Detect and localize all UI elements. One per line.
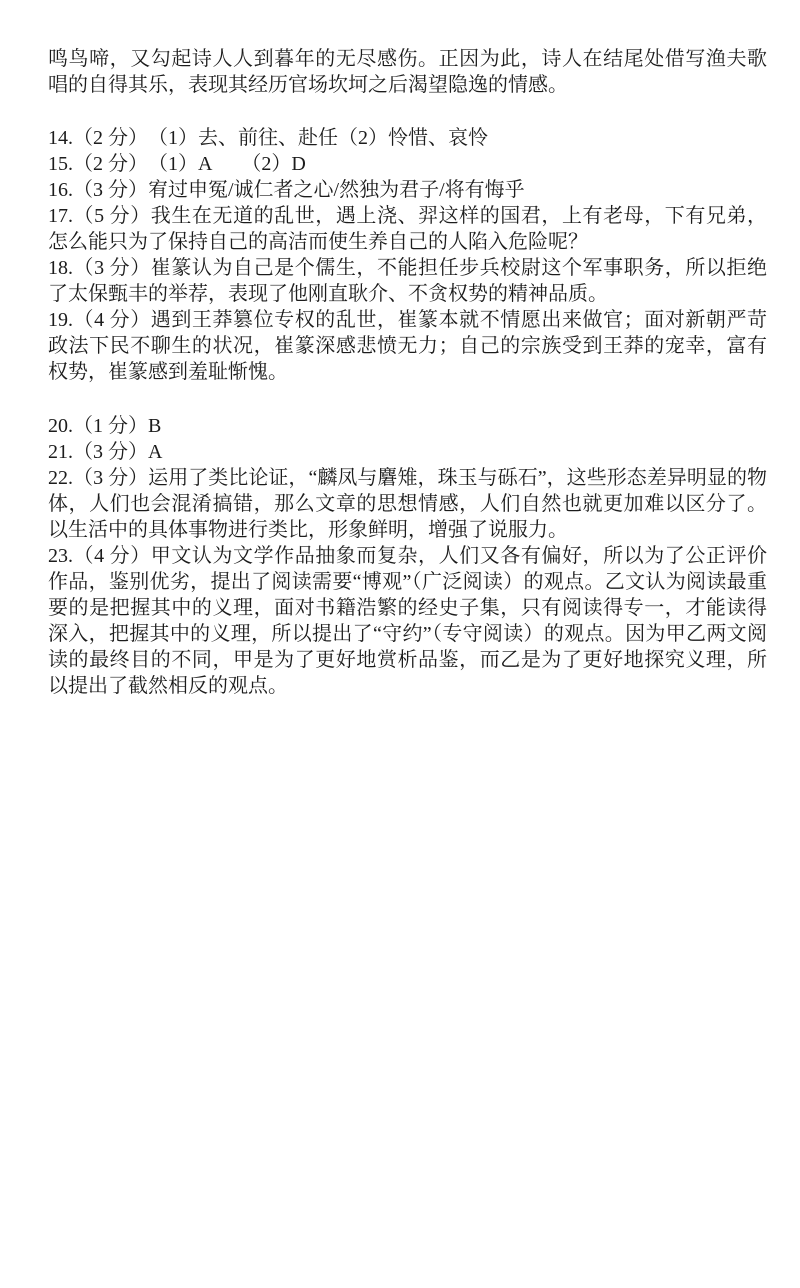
answer-item-17 xyxy=(48,203,767,255)
answers-group-1 xyxy=(48,125,767,385)
answer-number: 21. xyxy=(48,441,73,463)
answer-text: 运用了类比论证，“麟凤与麏雉，珠玉与砾石”，这些形态差异明显的物体，人们也会混淆搞错，那么文章的思想情感，人们自然也就更加难以区分了。以生活中的具体事物进行类比，形象鲜明，增强了说服力。 xyxy=(48,467,767,541)
answer-text: 我生在无道的乱世，遇上浇、羿这样的国君，上有老母，下有兄弟，怎么能只为了保持自己的高洁而使生养自己的人陷入危险呢？ xyxy=(48,205,768,253)
answer-score: （3 分） xyxy=(73,467,149,489)
answer-text: A xyxy=(148,441,163,463)
answer-text: （1）A （2）D xyxy=(138,153,306,175)
answer-number: 18. xyxy=(48,257,73,279)
answer-item-23 xyxy=(48,543,767,699)
answer-score: （4 分） xyxy=(73,545,151,567)
answer-number: 23. xyxy=(48,545,73,567)
answer-score: （2 分） xyxy=(73,153,138,175)
answer-number: 22. xyxy=(48,467,73,489)
answer-number: 17. xyxy=(48,205,73,227)
answer-number: 15. xyxy=(48,153,73,175)
answer-score: （3 分） xyxy=(73,179,148,201)
answer-score: （5 分） xyxy=(73,205,151,227)
answer-text: 宥过申冤/诚仁者之心/然独为君子/将有悔乎 xyxy=(148,179,525,201)
answer-score: （3 分） xyxy=(73,257,151,279)
answer-text: 甲文认为文学作品抽象而复杂，人们又各有偏好，所以为了公正评价作品，鉴别优劣，提出了阅读需要“博观”（广泛阅读）的观点。乙文认为阅读最重要的是把握其中的义理，面对书籍浩繁的经史子集，只有阅读得专一，才能读得深入，把握其中的义理，所以提出了“守约”（专守阅读）的观点。因为甲乙两文阅读的最终目的不同，甲是为了更好地赏析品鉴，而乙是为了更好地探究义理，所以提出了截然相反的观点。 xyxy=(48,545,768,697)
intro-paragraph xyxy=(48,46,767,98)
answer-item-15 xyxy=(48,151,767,177)
answer-score: （1 分） xyxy=(73,415,148,437)
answer-item-20 xyxy=(48,413,767,439)
answer-number: 14. xyxy=(48,127,73,149)
answer-item-19 xyxy=(48,307,767,385)
answer-text: 遇到王莽篡位专权的乱世，崔篆本就不情愿出来做官；面对新朝严苛政法下民不聊生的状况，崔篆深感悲愤无力；自己的宗族受到王莽的宠幸，富有权势，崔篆感到羞耻惭愧。 xyxy=(48,309,768,383)
answer-score: （4 分） xyxy=(73,309,151,331)
intro-text: 鸣鸟啼，又勾起诗人人到暮年的无尽感伤。正因为此，诗人在结尾处借写渔夫歌唱的自得其乐，表现其经历官场坎坷之后渴望隐逸的情感。 xyxy=(48,48,767,96)
answer-item-16 xyxy=(48,177,767,203)
answer-score: （2 分） xyxy=(73,127,138,149)
answer-score: （3 分） xyxy=(73,441,148,463)
exam-answer-key-page xyxy=(48,46,767,699)
answer-item-22 xyxy=(48,465,767,543)
answer-item-18 xyxy=(48,255,767,307)
answer-item-21 xyxy=(48,439,767,465)
answer-text: （1）去、前往、赴任（2）怜惜、哀怜 xyxy=(138,127,488,149)
answer-text: B xyxy=(148,415,162,437)
answer-text: 崔篆认为自己是个儒生，不能担任步兵校尉这个军事职务，所以拒绝了太保甄丰的举荐，表现了他刚直耿介、不贪权势的精神品质。 xyxy=(48,257,768,305)
answer-item-14 xyxy=(48,125,767,151)
answer-number: 16. xyxy=(48,179,73,201)
answer-number: 20. xyxy=(48,415,73,437)
answer-number: 19. xyxy=(48,309,73,331)
answers-group-2 xyxy=(48,413,767,699)
